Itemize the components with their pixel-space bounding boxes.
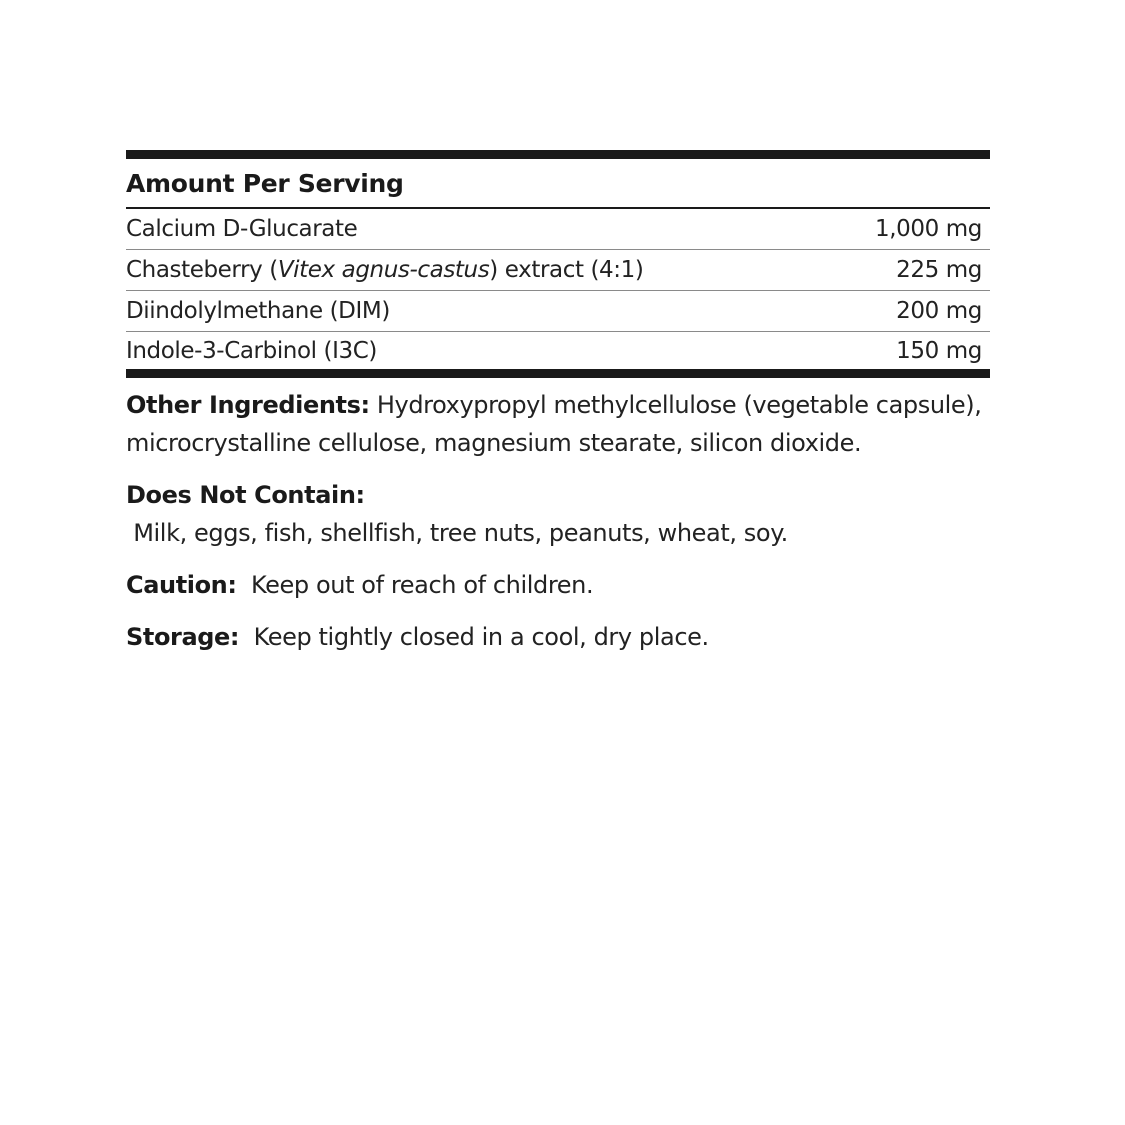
ingredient-name-part: Chasteberry ( bbox=[126, 257, 278, 283]
ingredient-amount: 1,000 mg bbox=[875, 216, 982, 242]
allergen-text: Milk, eggs, fish, shellfish, tree nuts, peanuts, wheat, soy. bbox=[126, 519, 788, 547]
ingredient-table bbox=[126, 209, 990, 369]
label-notes bbox=[126, 386, 990, 656]
ingredient-amount: 200 mg bbox=[896, 298, 982, 324]
supplement-facts-panel bbox=[126, 150, 990, 670]
table-row bbox=[126, 332, 990, 369]
other-ingredients bbox=[126, 386, 990, 462]
top-heavy-rule bbox=[126, 150, 990, 159]
ingredient-name: Calcium D-Glucarate bbox=[126, 216, 358, 242]
ingredient-amount: 225 mg bbox=[896, 257, 982, 283]
bottom-heavy-rule bbox=[126, 369, 990, 378]
table-row bbox=[126, 209, 990, 250]
ingredient-latin-name: Vitex agnus-castus bbox=[277, 257, 490, 283]
amount-per-serving-header bbox=[126, 159, 990, 209]
allergen-label: Does Not Contain: bbox=[126, 481, 365, 509]
other-ingredients-text: Hydroxypropyl methylcellulose (vegetable capsule), microcrystalline cellulose, magnesium stearate, silicon dioxide. bbox=[126, 391, 982, 457]
storage-text: Keep tightly closed in a cool, dry place. bbox=[239, 623, 709, 651]
table-row bbox=[126, 250, 990, 291]
ingredient-name: Diindolylmethane (DIM) bbox=[126, 298, 390, 324]
table-row bbox=[126, 291, 990, 332]
ingredient-name-part: ) extract (4:1) bbox=[489, 257, 644, 283]
ingredient-name bbox=[126, 257, 643, 283]
ingredient-name: Indole-3-Carbinol (I3C) bbox=[126, 337, 377, 364]
other-ingredients-label: Other Ingredients: bbox=[126, 391, 370, 419]
allergen-statement bbox=[126, 476, 990, 552]
ingredient-amount: 150 mg bbox=[896, 337, 982, 364]
storage-statement bbox=[126, 618, 990, 656]
header-label: Amount Per Serving bbox=[126, 168, 404, 198]
caution-statement bbox=[126, 566, 990, 604]
storage-label: Storage: bbox=[126, 623, 240, 651]
caution-text: Keep out of reach of children. bbox=[236, 571, 594, 599]
caution-label: Caution: bbox=[126, 571, 237, 599]
